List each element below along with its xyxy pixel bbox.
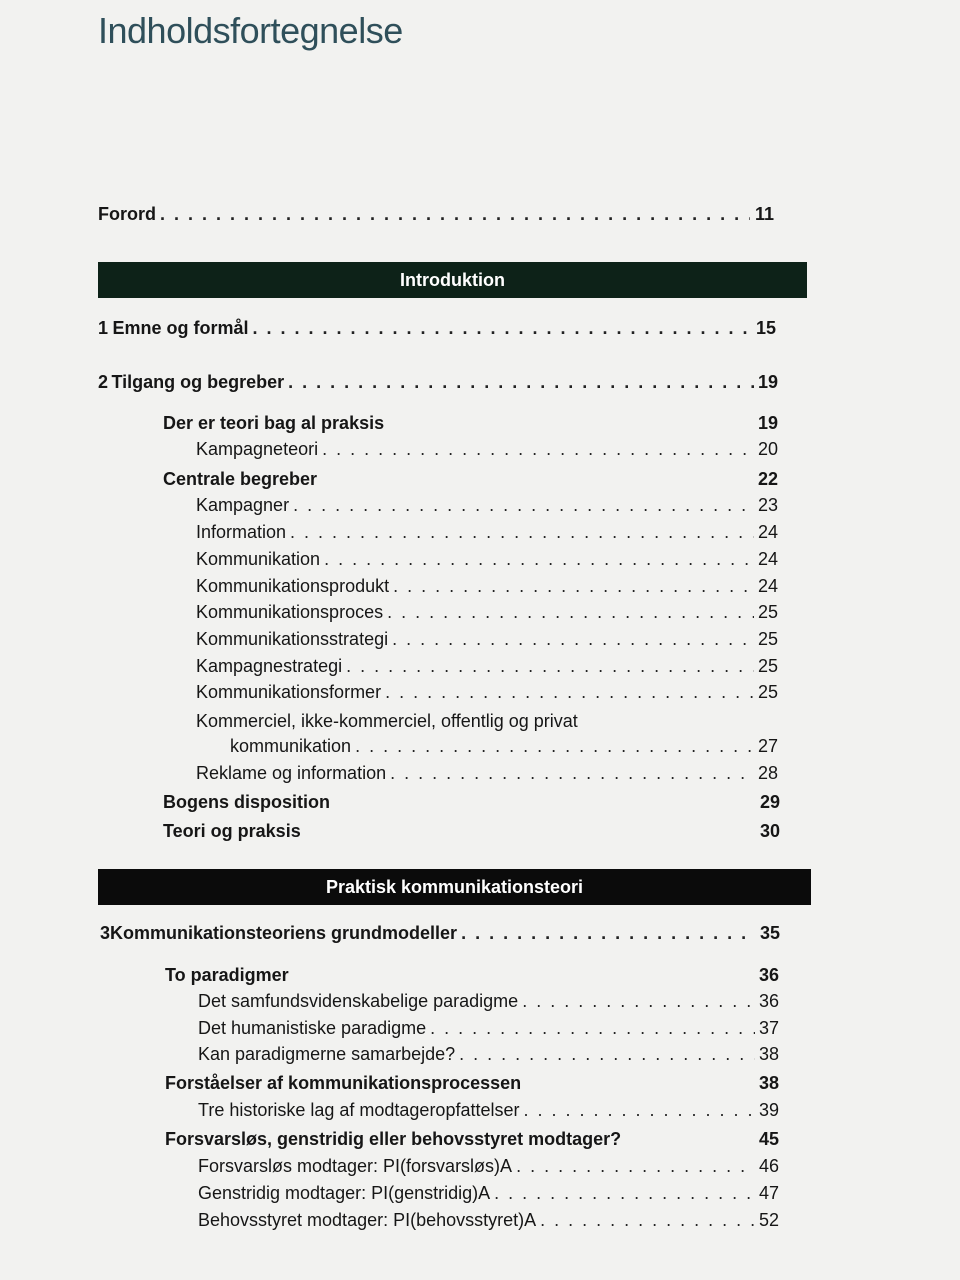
toc-page-number: 46 [758, 1156, 779, 1176]
toc-entry-label: Kommunikation [196, 549, 321, 569]
toc-page-number: 27 [757, 736, 778, 756]
toc-subsection [198, 1210, 779, 1236]
toc-entry-label: Kampagnestrategi [196, 656, 343, 676]
toc-entry-label: Forståelser af kommunikationsprocessen [165, 1073, 522, 1093]
chapter-number: 3 [100, 923, 111, 943]
toc-subsection [196, 439, 778, 465]
toc-subsection [230, 736, 778, 762]
toc-page-number: 19 [757, 413, 778, 433]
toc-entry-label: Der er teori bag al praksis [163, 413, 385, 433]
toc-entry-label: Tre historiske lag af modtageropfattelser [198, 1100, 520, 1120]
leader-dots [160, 204, 750, 225]
toc-entry-label: Forsvarsløs, genstridig eller behovsstyret modtager? [165, 1129, 622, 1149]
toc-entry-label: Forord [98, 204, 156, 224]
section-banner-label: Introduktion [400, 269, 505, 290]
toc-page-number: 25 [757, 602, 778, 622]
toc-section [165, 1073, 779, 1099]
toc-page-number: 24 [757, 522, 778, 542]
toc-subsection [198, 991, 779, 1017]
toc-page-number: 37 [758, 1018, 779, 1038]
toc-page-number: 39 [758, 1100, 779, 1120]
toc-page-number: 36 [758, 965, 779, 985]
toc-entry-label: Det humanistiske paradigme [198, 1018, 427, 1038]
toc-page-number: 23 [757, 495, 778, 515]
leader-dots [393, 576, 754, 597]
toc-page-number: 15 [755, 318, 776, 338]
toc-page-number: 36 [758, 991, 779, 1011]
page-title: Indholdsfortegnelse [98, 10, 403, 51]
leader-dots [516, 1156, 755, 1177]
toc-entry-label: Det samfundsvidenskabelige paradigme [198, 991, 519, 1011]
leader-dots [461, 923, 756, 944]
toc-page-number: 25 [757, 629, 778, 649]
leader-dots [288, 372, 754, 393]
leader-dots [290, 522, 754, 543]
toc-chapter-2 [98, 372, 778, 398]
toc-entry-label: Kommunikationsteoriens grundmodeller [110, 923, 458, 943]
toc-entry-label: Tilgang og begreber [111, 372, 285, 392]
toc-section [165, 1129, 779, 1155]
toc-chapter-1 [98, 318, 776, 344]
chapter-number: 2 [98, 372, 109, 392]
toc-entry-label: Kommunikationsprodukt [196, 576, 390, 596]
toc-subsection-line1: Kommerciel, ikke-kommerciel, offentlig og privat [196, 711, 578, 731]
toc-page-number: 20 [757, 439, 778, 459]
leader-dots [430, 1018, 755, 1039]
leader-dots [494, 1183, 755, 1204]
toc-entry-label: kommunikation [230, 736, 352, 756]
section-banner-praktisk [98, 869, 811, 905]
toc-subsection [196, 656, 778, 682]
toc-chapter-3 [100, 923, 780, 949]
toc-section [163, 821, 780, 847]
toc-section [165, 965, 779, 991]
section-banner-introduktion [98, 262, 807, 298]
toc-entry-label: Kommunikationsproces [196, 602, 384, 622]
toc-page-number: 25 [757, 656, 778, 676]
toc-subsection [196, 602, 778, 628]
leader-dots [392, 629, 754, 650]
toc-page-number: 35 [759, 923, 780, 943]
toc-entry-label: Reklame og information [196, 763, 387, 783]
toc-entry-label: Forsvarsløs modtager: PI(forsvarsløs)A [198, 1156, 513, 1176]
toc-page-number: 38 [758, 1044, 779, 1064]
leader-dots [346, 656, 754, 677]
toc-subsection [198, 1044, 779, 1070]
toc-page-number: 28 [757, 763, 778, 783]
toc-entry-label: Centrale begreber [163, 469, 318, 489]
toc-entry-label: To paradigmer [165, 965, 289, 985]
leader-dots [387, 602, 754, 623]
toc-entry-label: Emne og formål [112, 318, 249, 338]
toc-page-number: 24 [757, 549, 778, 569]
toc-subsection [196, 629, 778, 655]
toc-subsection [196, 495, 778, 521]
toc-entry-label: Bogens disposition [163, 792, 331, 812]
toc-page-number: 38 [758, 1073, 779, 1093]
toc-section [163, 792, 780, 818]
toc-entry-label: Behovsstyret modtager: PI(behovsstyret)A [198, 1210, 537, 1230]
toc-entry-label: Kommunikationsformer [196, 682, 382, 702]
toc-page-number: 22 [757, 469, 778, 489]
toc-page-number: 30 [759, 821, 780, 841]
toc-section [163, 413, 778, 439]
toc-subsection [198, 1156, 779, 1182]
toc-page-number: 45 [758, 1129, 779, 1149]
leader-dots [293, 495, 754, 516]
toc-subsection [196, 522, 778, 548]
leader-dots [390, 763, 754, 784]
toc-subsection [196, 763, 778, 789]
toc-entry-label: Teori og praksis [163, 821, 301, 841]
leader-dots [324, 549, 754, 570]
section-banner-label: Praktisk kommunikationsteori [325, 876, 584, 897]
leader-dots [522, 991, 755, 1012]
chapter-number: 1 [98, 318, 109, 338]
leader-dots [540, 1210, 755, 1231]
leader-dots [459, 1044, 755, 1065]
leader-dots [385, 682, 754, 703]
toc-entry-label: Information [196, 522, 287, 542]
toc-page-number: 29 [759, 792, 780, 812]
toc-entry-label: Kommunikationsstrategi [196, 629, 389, 649]
toc-subsection [198, 1100, 779, 1126]
toc-page-number: 19 [757, 372, 778, 392]
toc-page-number: 47 [758, 1183, 779, 1203]
leader-dots [355, 736, 754, 757]
toc-page-number: 24 [757, 576, 778, 596]
toc-subsection [198, 1018, 779, 1044]
toc-entry-label: Genstridig modtager: PI(genstridig)A [198, 1183, 491, 1203]
leader-dots [524, 1100, 755, 1121]
toc-subsection [196, 682, 778, 708]
toc-subsection [198, 1183, 779, 1209]
toc-subsection [196, 576, 778, 602]
toc-entry-label: Kampagneteori [196, 439, 319, 459]
leader-dots [322, 439, 754, 460]
toc-entry-label: Kan paradigmerne samarbejde? [198, 1044, 456, 1064]
toc-subsection [196, 549, 778, 575]
leader-dots [252, 318, 751, 339]
toc-page-number: 52 [758, 1210, 779, 1230]
toc-section [163, 469, 778, 495]
toc-page-number: 25 [757, 682, 778, 702]
toc-entry-label: Kampagner [196, 495, 290, 515]
toc-entry-forord [98, 204, 774, 230]
toc-page-number: 11 [754, 204, 774, 224]
